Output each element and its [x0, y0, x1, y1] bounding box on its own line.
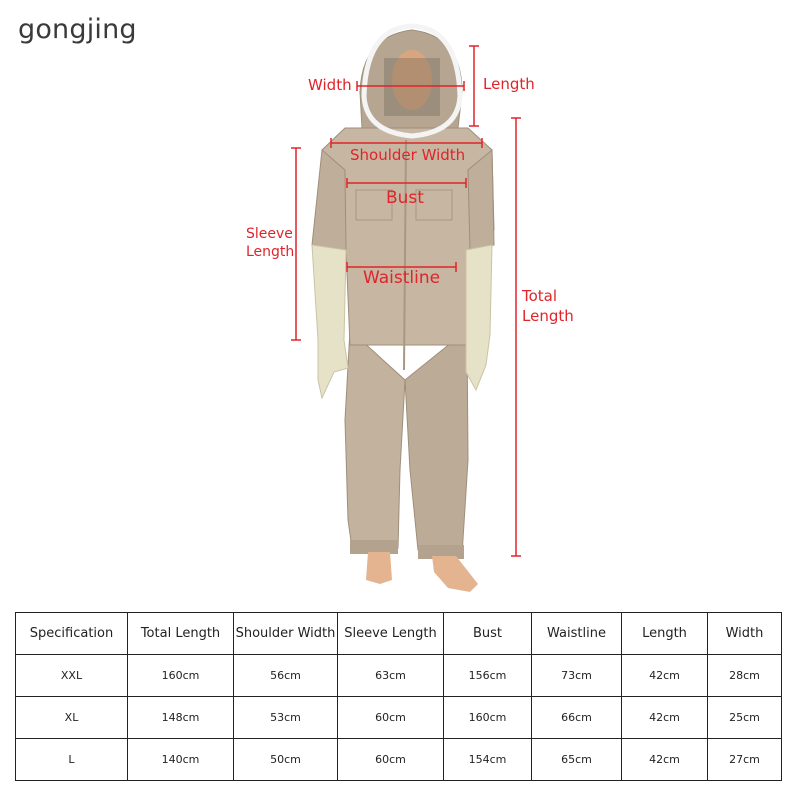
label-total-line2: Length	[522, 307, 574, 325]
table-header-cell: Shoulder Width	[234, 613, 338, 655]
measurement-cell: 42cm	[622, 739, 708, 781]
label-total-length	[522, 286, 574, 326]
label-sleeve-length	[246, 225, 294, 261]
table-header-cell: Bust	[444, 613, 532, 655]
table-header-row	[16, 613, 782, 655]
label-sleeve-line1: Sleeve	[246, 226, 293, 242]
measurement-cell: 63cm	[338, 655, 444, 697]
measurement-cell: 73cm	[532, 655, 622, 697]
right-foot	[432, 556, 478, 592]
measurement-cell: 160cm	[444, 697, 532, 739]
measurement-cell: 66cm	[532, 697, 622, 739]
veil-mesh	[384, 58, 440, 116]
label-shoulder-width: Shoulder Width	[350, 146, 466, 164]
measurement-cell: 27cm	[708, 739, 782, 781]
right-glove	[466, 245, 492, 390]
table-header-cell: Sleeve Length	[338, 613, 444, 655]
table-header-cell: Total Length	[128, 613, 234, 655]
measurement-cell: 154cm	[444, 739, 532, 781]
measurement-cell: 160cm	[128, 655, 234, 697]
measurement-cell: 60cm	[338, 697, 444, 739]
size-spec-table	[15, 612, 782, 781]
measurement-cell: 148cm	[128, 697, 234, 739]
measurement-cell: 42cm	[622, 697, 708, 739]
table-row	[16, 697, 782, 739]
left-glove	[312, 245, 348, 398]
label-length: Length	[483, 75, 535, 93]
measurement-cell: 156cm	[444, 655, 532, 697]
size-label-cell: XXL	[16, 655, 128, 697]
measurement-cell: 56cm	[234, 655, 338, 697]
table-header-cell: Waistline	[532, 613, 622, 655]
measurement-cell: 140cm	[128, 739, 234, 781]
measurement-cell: 65cm	[532, 739, 622, 781]
measurement-cell: 60cm	[338, 739, 444, 781]
left-foot	[366, 552, 392, 584]
suit-left-leg	[345, 330, 405, 548]
label-width: Width	[308, 76, 352, 94]
label-bust: Bust	[386, 188, 424, 208]
measurement-cell: 25cm	[708, 697, 782, 739]
label-total-line1: Total	[522, 287, 558, 305]
suit-right-leg	[405, 330, 468, 555]
table-header-cell: Specification	[16, 613, 128, 655]
measurement-cell: 28cm	[708, 655, 782, 697]
table-header-cell: Width	[708, 613, 782, 655]
table-row	[16, 655, 782, 697]
brand-watermark: gongjing	[18, 14, 137, 45]
left-ankle-cuff	[350, 540, 398, 554]
size-label-cell: L	[16, 739, 128, 781]
measurement-cell: 50cm	[234, 739, 338, 781]
measurement-cell: 53cm	[234, 697, 338, 739]
measurement-cell: 42cm	[622, 655, 708, 697]
size-label-cell: XL	[16, 697, 128, 739]
table-row	[16, 739, 782, 781]
table-header-cell: Length	[622, 613, 708, 655]
label-sleeve-line2: Length	[246, 244, 295, 260]
label-waistline: Waistline	[363, 268, 441, 288]
